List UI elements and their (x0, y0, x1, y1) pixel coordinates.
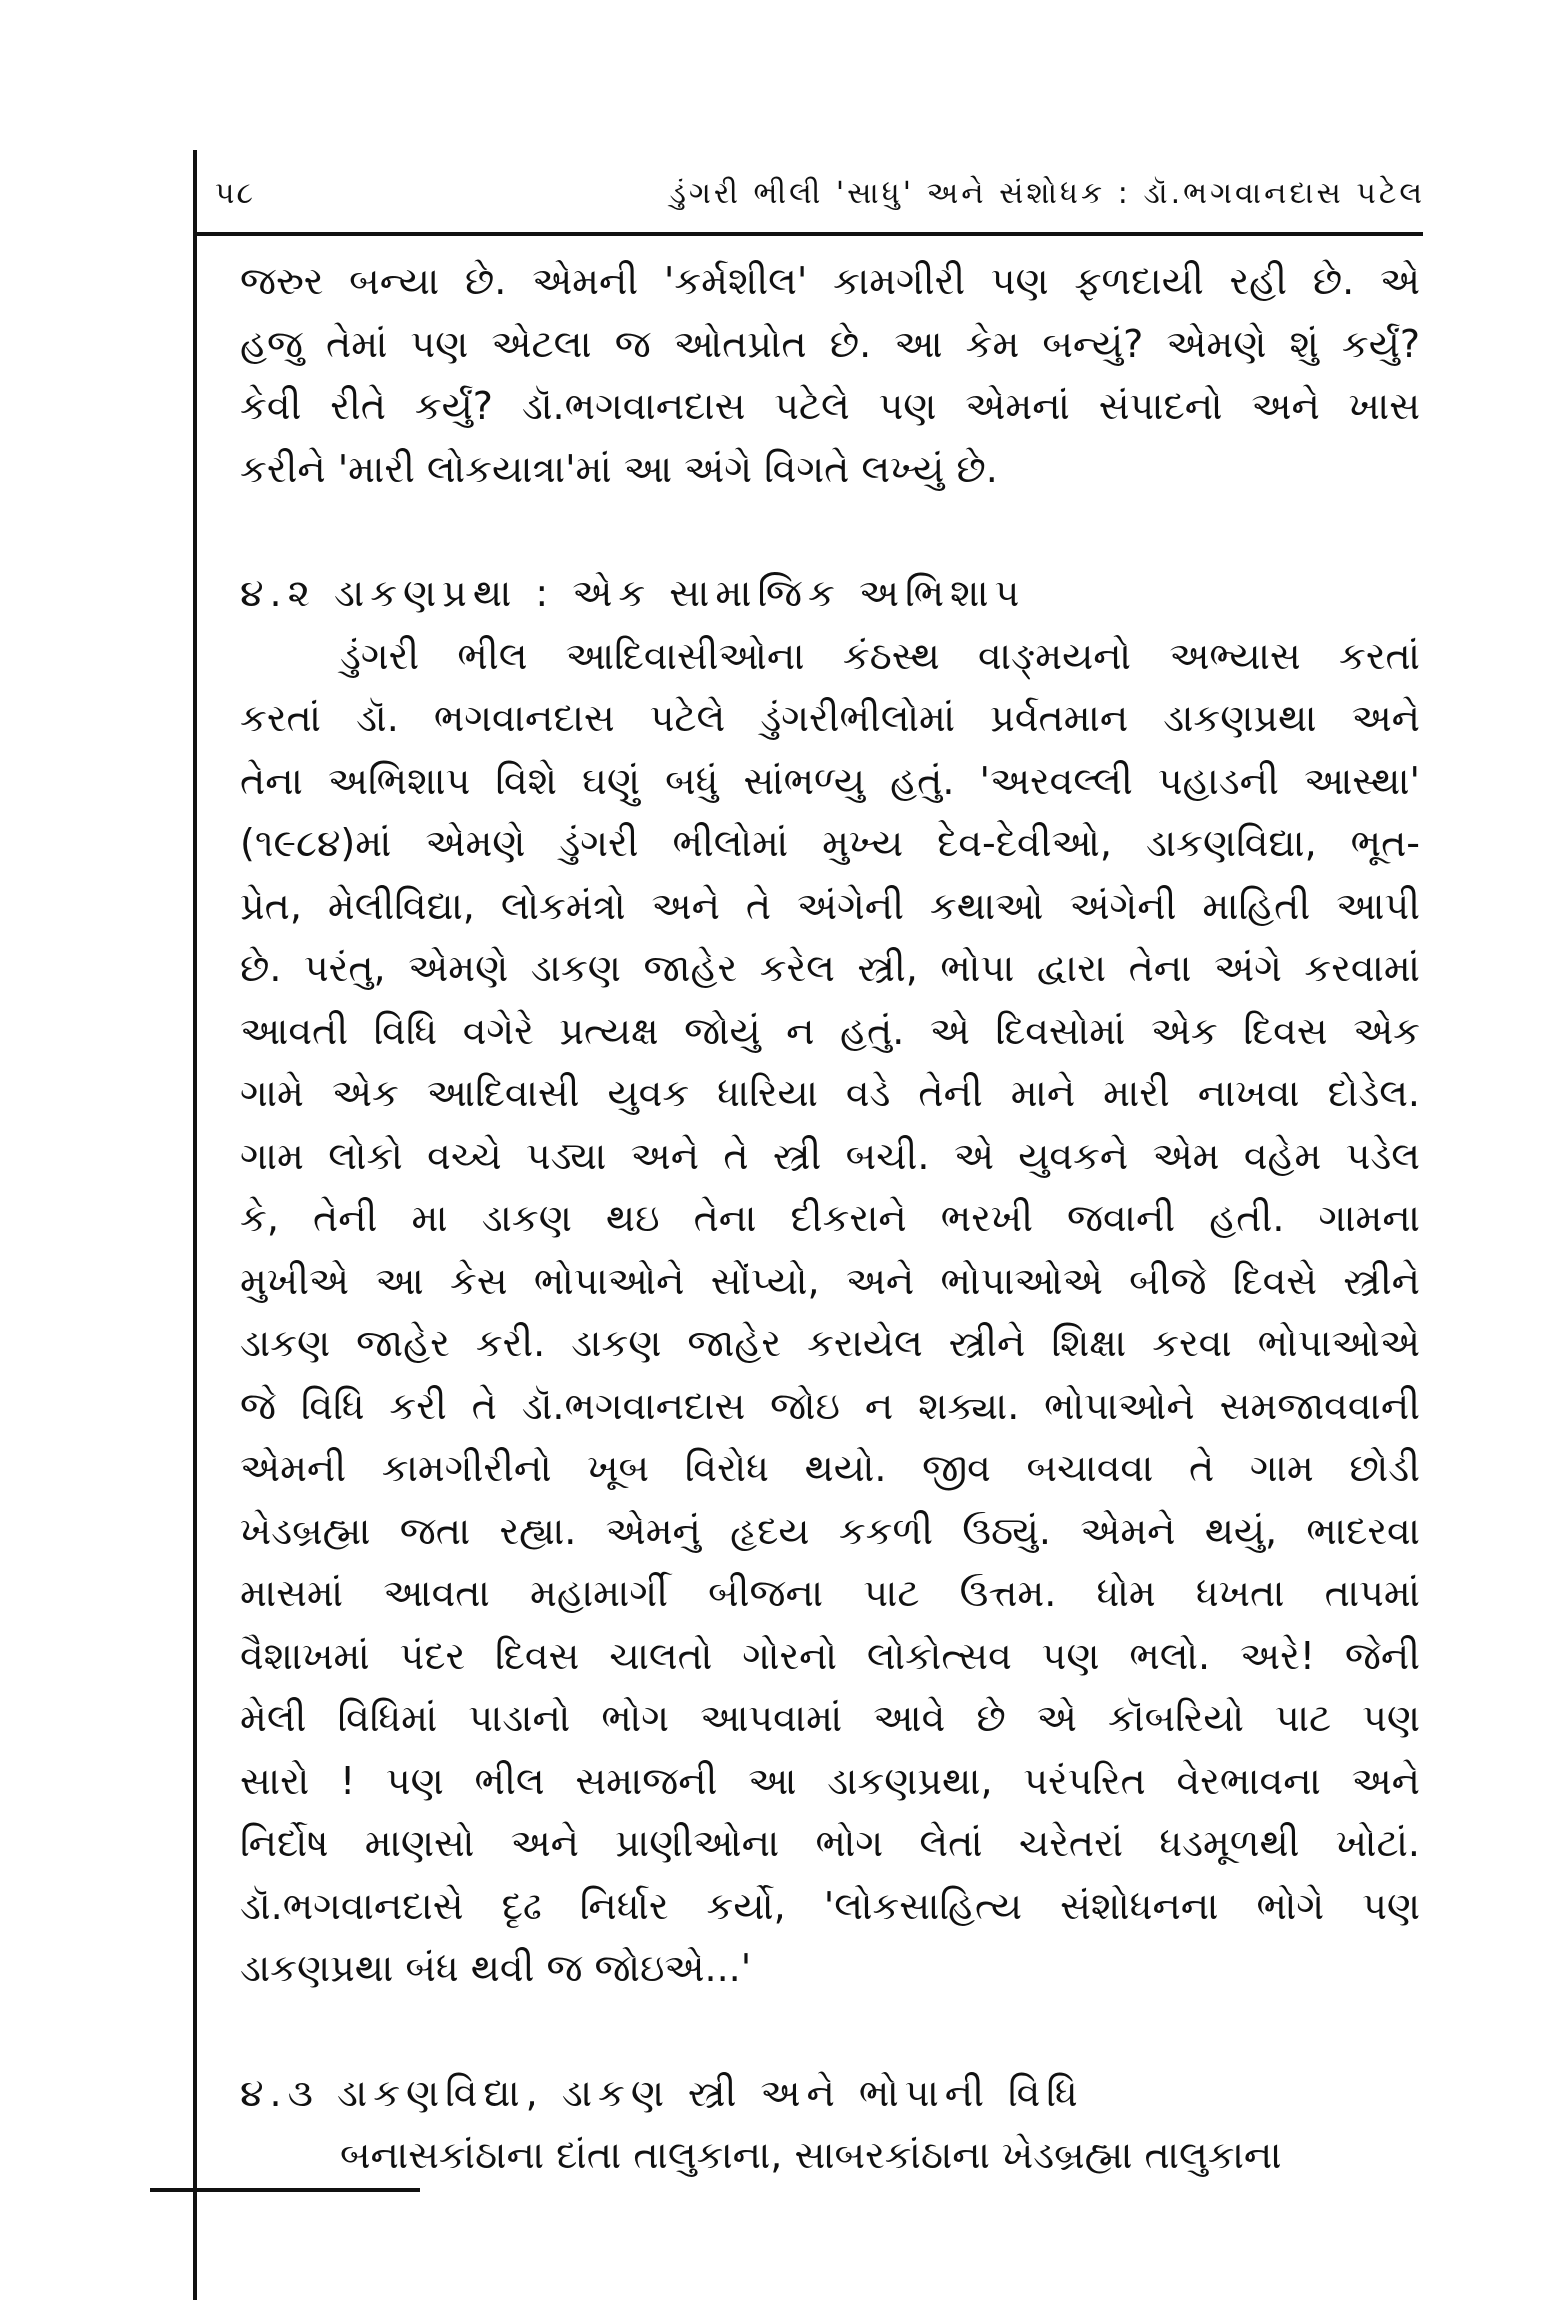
text-line: કે, તેની મા ડાકણ થઇ તેના દીકરાને ભરખી જવાની હતી. ગામના (240, 1196, 1420, 1240)
text-line: ડૉ.ભગવાનદાસે દૃઢ નિર્ધાર કર્યો, 'લોકસાહિત્ય સંશોધનના ભોગે પણ (240, 1883, 1420, 1928)
paragraph-intro (240, 250, 1420, 500)
body-text (240, 250, 1420, 2187)
text-line: આવતી વિધિ વગેરે પ્રત્યક્ષ જોયું ન હતું. એ દિવસોમાં એક દિવસ એક (240, 1008, 1420, 1053)
footer-rule (150, 2188, 420, 2192)
header-rule (193, 232, 1423, 236)
text-line: જે વિધિ કરી તે ડૉ.ભગવાનદાસ જોઇ ન શક્યા. ભોપાઓને સમજાવવાની (240, 1383, 1420, 1428)
text-line: છે. પરંતુ, એમણે ડાકણ જાહેર કરેલ સ્ત્રી, ભોપા દ્વારા તેના અંગે કરવામાં (240, 946, 1420, 990)
text-line: માસમાં આવતા મહામાર્ગી બીજના પાટ ઉત્તમ. ધોમ ધખતા તાપમાં (240, 1571, 1420, 1615)
page-number: પ૮ (215, 176, 255, 211)
text-line: (૧૯૮૪)માં એમણે ડુંગરી ભીલોમાં મુખ્ય દેવ-દેવીઓ, ડાકણવિદ્યા, ભૂત- (240, 821, 1420, 865)
text-line: ડાકણપ્રથા બંધ થવી જ જોઇએ...' (240, 1946, 752, 1990)
section-heading-4-3: ૪.૩ ડાકણવિદ્યા, ડાકણ સ્ત્રી અને ભોપાની વિધિ (240, 2070, 1084, 2115)
spacer (240, 500, 1420, 562)
text-line: મેલી વિધિમાં પાડાનો ભોગ આપવામાં આવે છે એ કૉબરિયો પાટ પણ (240, 1696, 1420, 1740)
page-header (215, 168, 1425, 224)
spacer (240, 2000, 1420, 2062)
text-line: કરીને 'મારી લોકયાત્રા'માં આ અંગે વિગતે લખ્યું છે. (240, 446, 998, 491)
text-line: બનાસકાંઠાના દાંતા તાલુકાના, સાબરકાંઠાના ખેડબ્રહ્મા તાલુકાના (340, 2133, 1282, 2177)
text-line: ખેડબ્રહ્મા જતા રહ્યા. એમનું હૃદય કકળી ઉઠ્યું. એમને થયું, ભાદરવા (240, 1508, 1420, 1553)
text-line: જરુર બન્યા છે. એમની 'કર્મશીલ' કામગીરી પણ ફળદાયી રહી છે. એ (240, 259, 1420, 303)
text-line: કેવી રીતે કર્યું? ડૉ.ભગવાનદાસ પટેલે પણ એમનાં સંપાદનો અને ખાસ (240, 384, 1420, 428)
left-margin-rule (193, 150, 197, 2300)
paragraph-section-4-3 (240, 2124, 1420, 2187)
text-line: ડુંગરી ભીલ આદિવાસીઓના કંઠસ્થ વાઙ્મયનો અભ્યાસ કરતાં (340, 633, 1420, 678)
text-line: એમની કામગીરીનો ખૂબ વિરોધ થયો. જીવ બચાવવા તે ગામ છોડી (240, 1446, 1420, 1490)
text-line: પ્રેત, મેલીવિદ્યા, લોકમંત્રો અને તે અંગેની કથાઓ અંગેની માહિતી આપી (240, 883, 1420, 928)
text-line: હજુ તેમાં પણ એટલા જ ઓતપ્રોત છે. આ કેમ બન્યું? એમણે શું કર્યું? (240, 321, 1420, 366)
text-line: ગામ લોકો વચ્ચે પડ્યા અને તે સ્ત્રી બચી. એ યુવકને એમ વહેમ પડેલ (240, 1133, 1420, 1178)
section-heading-4-2: ૪.૨ ડાકણપ્રથા : એક સામાજિક અભિશાપ (240, 571, 1026, 615)
text-line: મુખીએ આ કેસ ભોપાઓને સોંપ્યો, અને ભોપાઓએ બીજે દિવસે સ્ત્રીને (240, 1258, 1420, 1303)
text-line: ડાકણ જાહેર કરી. ડાકણ જાહેર કરાયેલ સ્ત્રીને શિક્ષા કરવા ભોપાઓએ (240, 1321, 1420, 1365)
text-line: વૈશાખમાં પંદર દિવસ ચાલતો ગોરનો લોકોત્સવ પણ ભલો. અરે! જેની (240, 1633, 1420, 1678)
running-head: ડુંગરી ભીલી 'સાધુ' અને સંશોધક : ડૉ.ભગવાનદાસ પટેલ (669, 176, 1425, 211)
text-line: નિર્દોષ માણસો અને પ્રાણીઓના ભોગ લેતાં ચરેતરાં ધડમૂળથી ખોટાં. (240, 1821, 1420, 1865)
text-line: સારો ! પણ ભીલ સમાજની આ ડાકણપ્રથા, પરંપરિત વેરભાવના અને (240, 1758, 1420, 1803)
text-line: ગામે એક આદિવાસી યુવક ધારિયા વડે તેની માને મારી નાખવા દોડેલ. (240, 1071, 1420, 1115)
text-line: તેના અભિશાપ વિશે ઘણું બધું સાંભળ્યુ હતું. 'અરવલ્લી પહાડની આસ્થા' (240, 758, 1420, 803)
paragraph-section-4-2 (240, 625, 1420, 2000)
text-line: કરતાં ડૉ. ભગવાનદાસ પટેલે ડુંગરીભીલોમાં પ્રર્વતમાન ડાકણપ્રથા અને (240, 696, 1420, 740)
